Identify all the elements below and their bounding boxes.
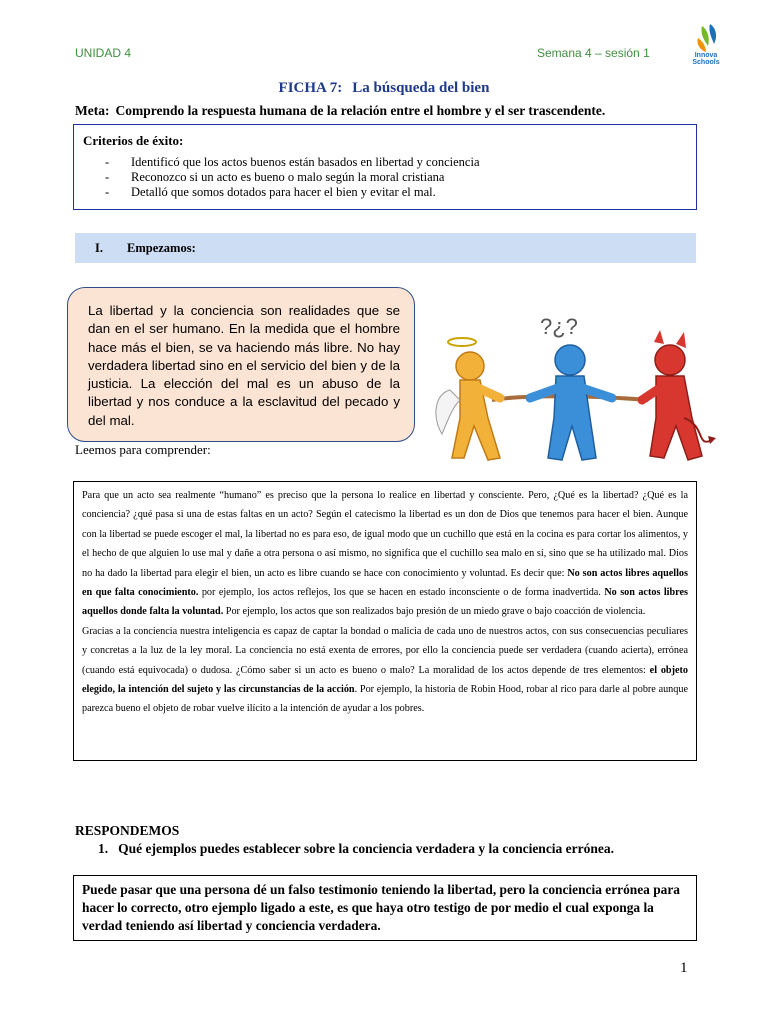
question-number: 1. xyxy=(98,841,109,856)
unit-label: UNIDAD 4 xyxy=(75,46,132,60)
reading-text-box xyxy=(73,481,697,761)
reading-bold-text: No son actos libres aquellos en que falta conocimiento. xyxy=(82,567,688,599)
logo-text-line2: Schools xyxy=(692,59,720,66)
reading-text: por ejemplo, los actos reflejos, los que se hacen en estado inconsciente o de forma inadvertida. xyxy=(198,587,605,599)
page-title xyxy=(0,80,768,97)
week-session-label: Semana 4 – sesión 1 xyxy=(537,46,650,60)
reading-bold-text: el objeto elegido, la intención del sujeto y las circunstancias de la acción xyxy=(82,664,688,696)
section-number: I. xyxy=(95,240,103,255)
reading-text: Para que un acto sea realmente “humano” es preciso que la persona lo realice en libertad y consciente. Pero, ¿Qué es la libertad? ¿Qué es la conciencia? ¿qué pasa si una de estas faltas en un acto? Según el catecismo la libertad es un don de Dios que tenemos para hacer el bien. Aunque con la libertad se puede escoger el mal, la libertad no es para eso, de igual modo que un cuchillo que está en la cocina es para cortar los alimentos, y el hecho de que alguien lo use mal y dañe a otra persona o así mismo, no significa que el cuchillo sea malo en sí, sino que se ha utilizado mal. Dios no ha dado la libertad para elegir el bien, un acto es libre cuando se hace con conocimiento y voluntad. Es decir que: xyxy=(82,490,688,579)
answer-box: Puede pasar que una persona dé un falso testimonio teniendo la libertad, pero la conciencia errónea para hacer lo correcto, otro ejemplo ligado a este, es que haya otro testigo de por medio el cual exponga la verdad teniendo así libertad y conciencia verdadera. xyxy=(73,875,697,941)
list-item xyxy=(83,155,687,170)
ficha-number: FICHA 7: xyxy=(278,80,343,96)
logo-wordmark xyxy=(686,52,726,66)
list-item-text: Detalló que somos dotados para hacer el bien y evitar el mal. xyxy=(131,185,436,199)
question-marks: ?¿? xyxy=(540,314,578,339)
section-title: Empezamos: xyxy=(127,240,196,255)
meta-line xyxy=(75,103,605,119)
ficha-name: La búsqueda del bien xyxy=(352,80,490,96)
question-text: Qué ejemplos puedes establecer sobre la conciencia verdadera y la conciencia errónea. xyxy=(118,841,615,856)
reading-paragraph-2 xyxy=(82,622,688,719)
leemos-label: Leemos para comprender: xyxy=(75,442,211,457)
question-1 xyxy=(98,841,614,857)
list-item xyxy=(83,185,687,200)
section-header-empezamos xyxy=(75,233,696,263)
success-criteria-box xyxy=(73,124,697,210)
reading-text: Gracias a la conciencia nuestra inteligencia es capaz de captar la bondad o malicia de cada uno de nuestros actos, con sus consecuencias peculiares y concretas a la luz de la ley moral. La conciencia no está exenta de errores, por ello la conciencia puede ser verdadera (cuando acierta), errónea (cuando está equivocada) o dudosa. ¿Cómo saber si un acto es bueno o malo? La moralidad de los actos depende de tres elementos: xyxy=(82,625,688,676)
intro-speech-bubble: La libertad y la conciencia son realidades que se dan en el ser humano. En la medida que el hombre hace más el bien, se va haciendo más libre. No hay verdadera libertad sino en el servicio del bien y de la justicia. La elección del mal es un abuso de la libertad y nos conduce a la esclavitud del pecado y del mal. xyxy=(67,287,415,442)
list-dash: - xyxy=(105,170,110,184)
meta-text: Comprendo la respuesta humana de la relación entre el hombre y el ser trascendente. xyxy=(115,103,606,118)
criteria-list xyxy=(83,155,687,200)
reading-paragraph-1 xyxy=(82,486,688,622)
respondemos-heading: RESPONDEMOS xyxy=(75,823,180,838)
reading-text: . Por ejemplo, la historia de Robin Hood, robar al rico para darle al pobre aunque parezca bueno el objeto de robar vuelve ilícito a la intención de ayudar a los pobres. xyxy=(82,684,688,715)
list-dash: - xyxy=(105,155,110,169)
reading-bold-text: No son actos libres aquellos donde falta la voluntad. xyxy=(82,587,688,618)
reading-text: Por ejemplo, los actos que son realizados bajo presión de un miedo grave o bajo coacción de violencia. xyxy=(223,606,646,618)
logo-text-line1: Innova xyxy=(694,52,718,59)
tug-of-war-illustration-icon xyxy=(430,308,716,472)
meta-label: Meta: xyxy=(75,103,110,118)
list-item-text: Reconozco si un acto es bueno o malo según la moral cristiana xyxy=(131,170,445,184)
criteria-heading: Criterios de éxito: xyxy=(83,133,184,148)
list-item-text: Identificó que los actos buenos están basados en libertad y conciencia xyxy=(131,155,480,169)
list-item xyxy=(83,170,687,185)
page-number: 1 xyxy=(680,960,688,976)
list-dash: - xyxy=(105,185,110,199)
